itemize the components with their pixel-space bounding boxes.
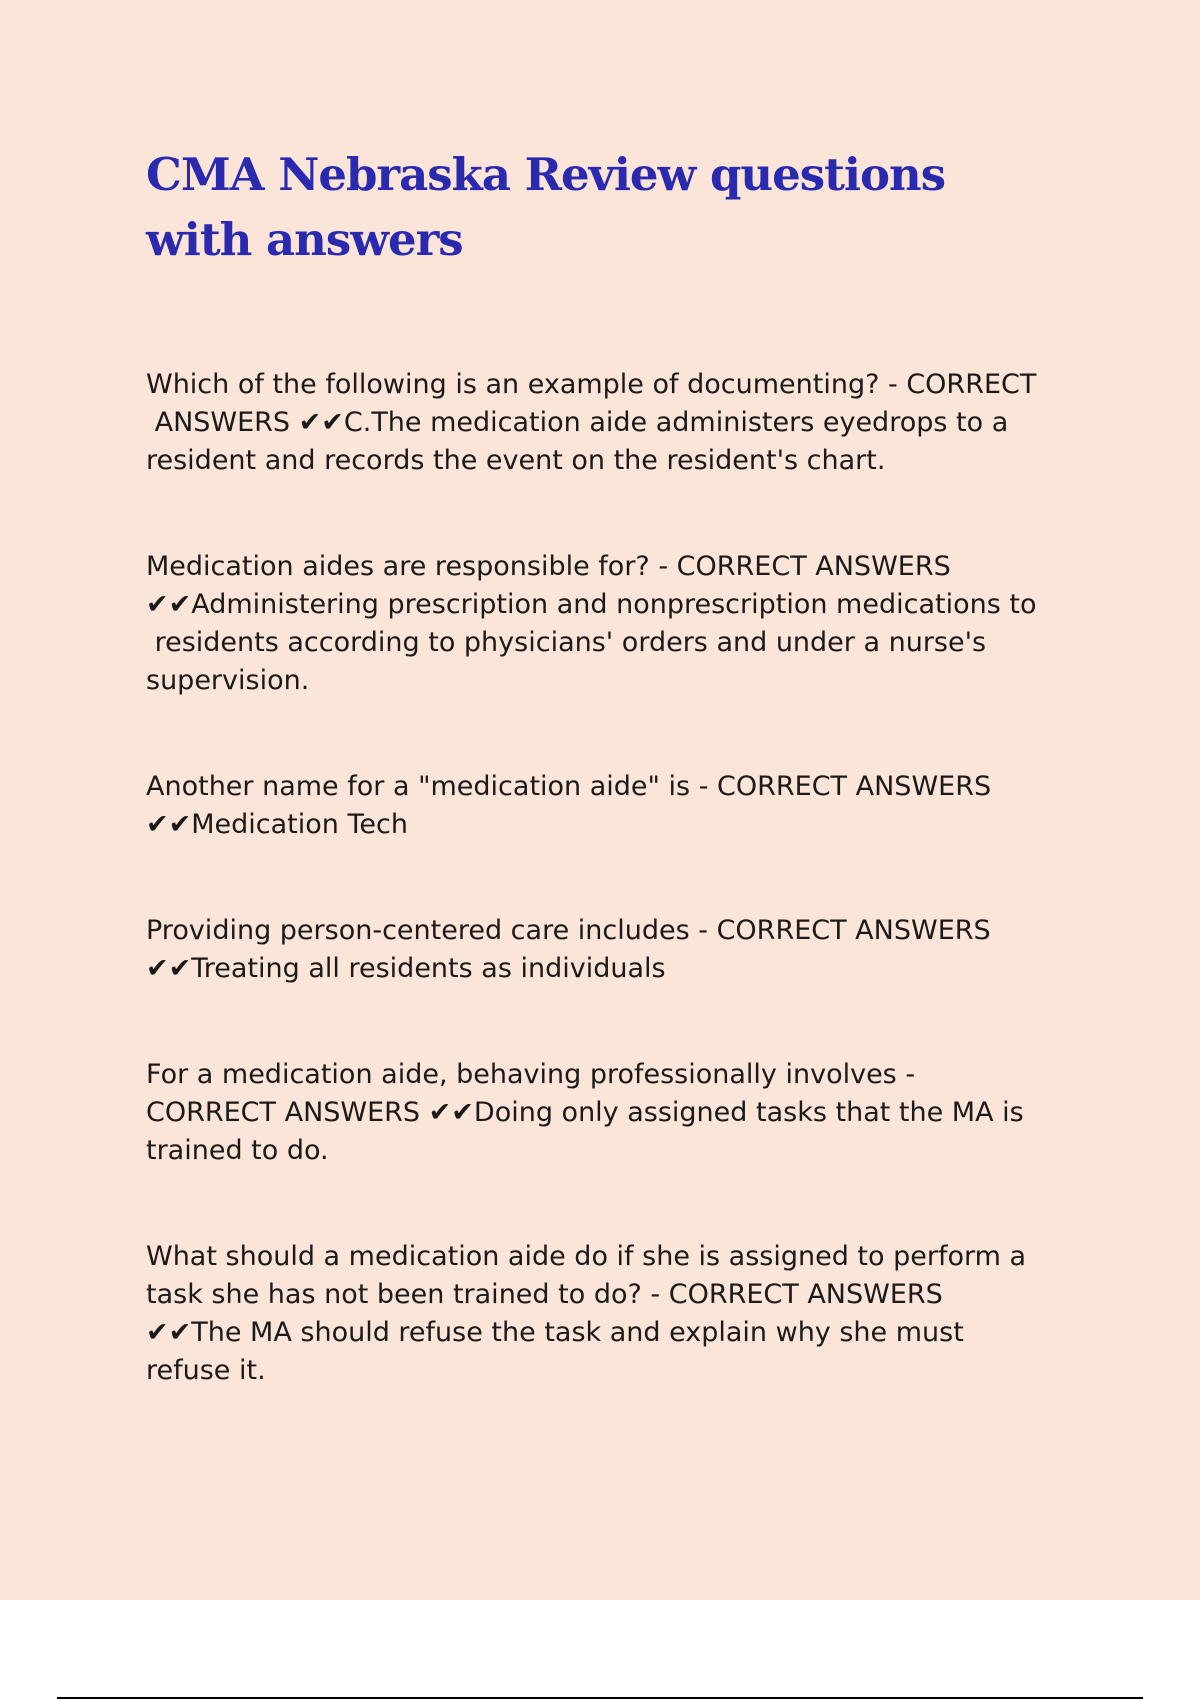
qa-item-2: Medication aides are responsible for? - CORRECT ANSWERS ✔✔Administering prescription and nonprescription medications to residents according to physicians' orders and under a nurse's supervision. xyxy=(146,551,1037,696)
qa-item-3: Another name for a "medication aide" is - CORRECT ANSWERS ✔✔Medication Tech xyxy=(146,771,992,840)
qa-item-1: Which of the following is an example of documenting? - CORRECT ANSWERS ✔✔C.The medication aide administers eyedrops to a resident and records the event on the resident's chart. xyxy=(146,369,1037,476)
qa-item-5: For a medication aide, behaving professionally involves - CORRECT ANSWERS ✔✔Doing only assigned tasks that the MA is trained to do. xyxy=(146,1059,1024,1166)
qa-item-4: Providing person-centered care includes - CORRECT ANSWERS ✔✔Treating all residents as individuals xyxy=(146,915,991,984)
qa-item-6: What should a medication aide do if she is assigned to perform a task she has not been trained to do? - CORRECT ANSWERS ✔✔The MA should refuse the task and explain why she must refuse it. xyxy=(146,1241,1027,1386)
qa-list xyxy=(146,366,1096,1458)
footer-divider xyxy=(57,1697,1143,1699)
document-title: CMA Nebraska Review questions with answers xyxy=(146,148,946,266)
